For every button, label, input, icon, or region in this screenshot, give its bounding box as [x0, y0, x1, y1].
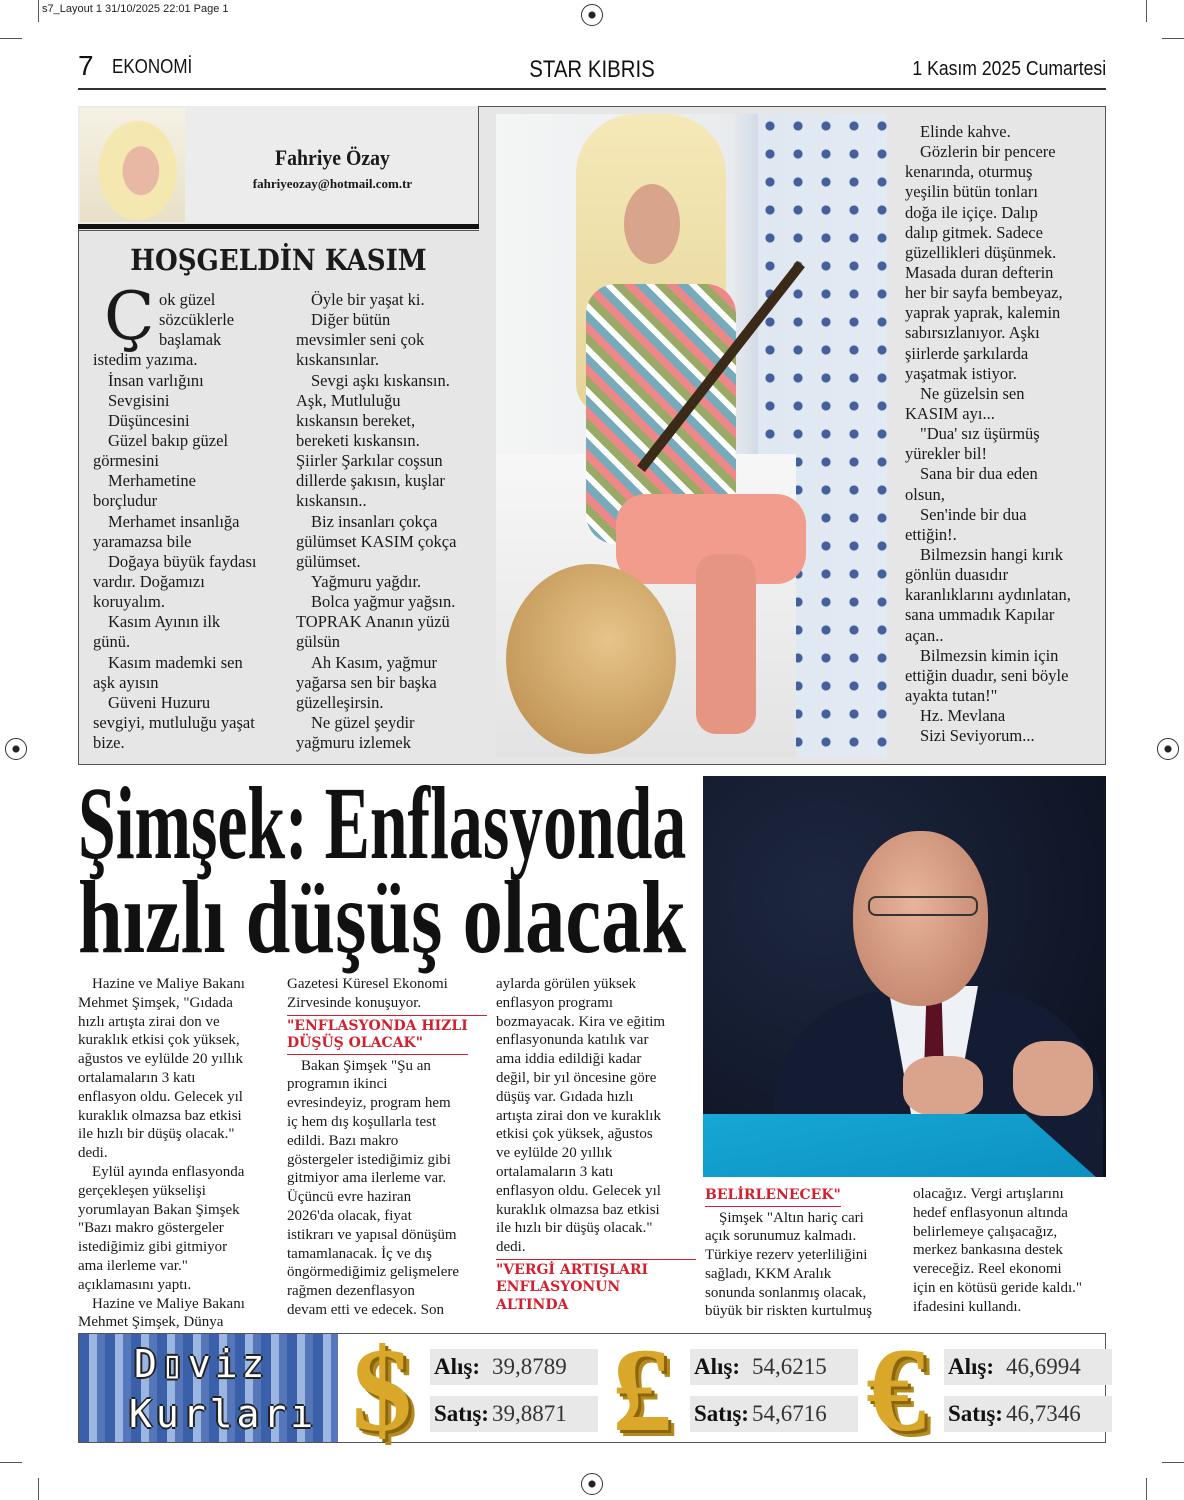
buy-value: 54,6215 [752, 1354, 827, 1379]
text-line: Şimşek "Altın hariç cari [719, 1209, 864, 1226]
text-line: Merhametine [108, 471, 196, 491]
registration-mark-icon [581, 4, 603, 26]
text-line: artışta zirai don ve kuraklık [496, 1107, 661, 1124]
text-line: bize. [93, 733, 125, 753]
newspaper-name: STAR KIBRIS [529, 56, 655, 83]
text-line: büyük bir riskten kurtulmuş [705, 1303, 873, 1320]
text-line: Hazine ve Maliye Bakanı [92, 976, 245, 992]
crop-mark [0, 1462, 22, 1463]
crop-mark [1146, 1478, 1147, 1500]
buy-rate-row [944, 1349, 1112, 1385]
text-line: olacağız. Vergi artışlarını [913, 1186, 1064, 1202]
text-line: ettiğin duadır, seni böyle [905, 665, 1069, 685]
text-line: güzelleşirsin. [296, 692, 384, 712]
text-line: ile hızlı bir düşüş olacak." [78, 1126, 235, 1143]
text-line: 2026'da olacak, fiyat [287, 1207, 412, 1224]
sell-label: Satış: [948, 1401, 1003, 1426]
text-line: tamamlanacak. İç ve dış [287, 1245, 432, 1262]
text-line: Şiirler Şarkılar coşsun [296, 451, 443, 471]
text-line: ile hızlı bir düşüş olacak." [496, 1220, 653, 1237]
text-line: kenarında, oturmuş [905, 162, 1033, 182]
currency-symbol-icon: $ [352, 1323, 412, 1456]
text-line: yağmuru izlemek [296, 733, 412, 753]
header-rule [78, 88, 1106, 90]
text-line: Sevgi aşkı kıskansın. [311, 370, 450, 390]
text-line: evresindeyiz, program hem [287, 1095, 451, 1112]
column-text-3 [905, 122, 1100, 746]
registration-mark-icon [5, 738, 27, 760]
text-line: ama ilerleme var." [78, 1257, 188, 1274]
text-line: Gazetesi Küresel Ekonomi [287, 976, 448, 992]
text-line: "Bazı makro göstergeler [78, 1220, 224, 1237]
text-line: aşk ayısın [93, 672, 159, 692]
text-line: yorumlayan Bakan Şimşek [78, 1201, 240, 1218]
text-line: Zirvesinde konuşuyor. [287, 994, 422, 1011]
text-line: yürekler bil! [905, 444, 988, 464]
figure-legs [696, 554, 756, 734]
subheading [705, 1186, 905, 1207]
text-line: gönlün duasıdır [905, 565, 1009, 585]
crop-mark [38, 1478, 39, 1500]
text-line: açık sorunumuz kalmadı. [705, 1228, 857, 1245]
text-line: dillerde şakısın, kuşlar [296, 471, 445, 491]
buy-rate-row [430, 1349, 598, 1385]
text-line: istedim yazıma. [93, 350, 198, 370]
buy-value: 46,6994 [1006, 1354, 1081, 1379]
text-line: iç hem dış koşullarla test [287, 1113, 437, 1130]
text-line: yeşilin bütün tonları [905, 182, 1038, 202]
text-line: yaşatmak istiyor. [905, 363, 1017, 383]
text-line: Öyle bir yaşat ki. [311, 290, 425, 309]
text-line: ağustos ve eylülde 20 yıllık [78, 1051, 243, 1068]
crop-mark [1162, 38, 1184, 39]
sell-rate-row [944, 1396, 1112, 1432]
text-line: vardır. Doğamızı [93, 572, 205, 591]
headline-line-1: Şimşek: Enflasyonda [78, 766, 687, 881]
text-line: ortalamaların 3 katı [496, 1163, 614, 1180]
text-line: Kasım Ayının ilk [108, 612, 221, 632]
text-line: ve eylülde 20 yıllık [496, 1145, 613, 1162]
text-line: karanlıklarını aydınlatan, [905, 585, 1071, 605]
text-line: ama iddia edildiği kadar [496, 1051, 642, 1068]
text-line: bozmayacak. Kira ve eğitim [496, 1013, 666, 1030]
print-slug: s7_Layout 1 31/10/2025 22:01 Page 1 [42, 3, 229, 15]
crop-mark [1146, 0, 1147, 22]
minister-photo [703, 776, 1106, 1177]
text-line: sözcüklerle [159, 310, 235, 330]
text-line: Üçüncü evre haziran [287, 1189, 412, 1206]
text-line: güzellikleri düşünmek. [905, 242, 1057, 262]
sell-value: 46,7346 [1006, 1401, 1081, 1426]
registration-mark-icon [581, 1473, 603, 1495]
article-column-3 [496, 975, 696, 1316]
text-line: açan.. [905, 625, 944, 645]
column-intro [93, 290, 283, 371]
sell-value: 39,8871 [492, 1401, 567, 1426]
text-line: dedi. [496, 1239, 526, 1256]
crop-mark [0, 38, 22, 39]
issue-date: 1 Kasım 2025 Cumartesi [912, 58, 1106, 80]
text-line: Sizi Seviyorum... [920, 726, 1035, 746]
text-line: kuraklık olmazsa baz etkisi [78, 1107, 242, 1124]
buy-value: 39,8789 [492, 1354, 567, 1379]
text-line: edildi. Bazı makro [287, 1132, 399, 1149]
text-line: kuraklık olmazsa baz etkisi [496, 1201, 660, 1218]
text-line: TOPRAK Ananın yüzü [296, 612, 450, 632]
crop-mark [38, 0, 39, 22]
author-email: fahriyeozay@hotmail.com.tr [252, 176, 413, 191]
sell-value: 54,6716 [752, 1401, 827, 1426]
text-line: sonunda sonlanmış olacak, [705, 1284, 867, 1301]
text-line: günü. [93, 632, 131, 652]
text-line: Biz insanları çokça [311, 511, 438, 531]
text-line: Bilmezsin kimin için [920, 645, 1059, 665]
text-line: istikrarı ve yapısal dönüşüm [287, 1226, 457, 1243]
subheading-text [705, 1187, 841, 1207]
text-line: gitmiyor ama ilerleme var. [287, 1170, 447, 1187]
buy-label: Alış: [694, 1354, 740, 1379]
text-line: kıskansınlar. [296, 350, 379, 370]
figure-face [624, 184, 680, 264]
subheading-line: ALTINDA [496, 1296, 569, 1313]
text-line: değil, bir yıl öncesine göre [496, 1069, 657, 1086]
text-line: Masada duran defterin [905, 262, 1054, 282]
text-line: düşüş var. Gıdada hızlı [496, 1088, 634, 1105]
subheading-text [287, 1018, 468, 1055]
text-line: Ah Kasım, yağmur [311, 652, 438, 672]
text-line: doğa ile içiçe. Dalıp [905, 202, 1038, 222]
text-line: Bakan Şimşek "Şu an [301, 1057, 431, 1074]
text-line: öngörmediğimiz gelişmelere [287, 1264, 460, 1281]
text-line: Ne güzel şeydir [311, 712, 415, 732]
text-line: başlamak [159, 330, 222, 350]
text-line: vereceğiz. Reel ekonomi [913, 1261, 1062, 1278]
subheading-line: "VERGİ ARTIŞLARI [496, 1261, 649, 1278]
sell-rate-row [430, 1396, 598, 1432]
text-line: kıskansın.. [296, 491, 367, 511]
text-line: ok güzel [159, 290, 216, 309]
buy-label: Alış: [948, 1354, 994, 1379]
text-line: sevgiyi, mutluluğu yaşat [93, 712, 255, 732]
text-line: enflasyon oldu. Gelecek yıl [496, 1182, 661, 1199]
subheading-line: "ENFLASYONDA HIZLI [287, 1017, 468, 1034]
text-line: hedef enflasyonun altında [913, 1204, 1068, 1221]
sell-rate-row [690, 1396, 858, 1432]
currency-logo [79, 1334, 338, 1442]
text-line: sağladı, KKM Aralık [705, 1265, 832, 1282]
text-line: Ne güzelsin sen [920, 383, 1025, 403]
text-line: Düşüncesini [108, 410, 190, 430]
text-line: Aşk, Mutluluğu [296, 390, 401, 410]
text-line: kuraklık etkisi çok yüksek, [78, 1032, 240, 1049]
text-line: gülümset KASIM çokça [296, 531, 457, 551]
text-line: aylarda görülen yüksek [496, 976, 636, 992]
column-text-2 [296, 290, 486, 753]
subheading-line: ENFLASYONUN [496, 1279, 621, 1296]
text-line: Elinde kahve. [920, 122, 1011, 141]
text-line: Sana bir dua eden [920, 464, 1038, 484]
text-line: Eylül ayında enflasyonda [92, 1163, 245, 1180]
text-line: ayakta tutan!" [905, 685, 998, 705]
text-line: "Dua' sız üşürmüş [920, 424, 1040, 444]
headline-line-2: hızlı düşüş olacak [78, 860, 687, 975]
text-line: borçludur [93, 491, 158, 511]
text-line: sana ummadık Kapılar [905, 605, 1055, 625]
buy-label: Alış: [434, 1354, 480, 1379]
article-column-5 [913, 1185, 1106, 1317]
subheading-line: BELİRLENECEK" [705, 1187, 841, 1203]
text-line: olsun, [905, 484, 945, 504]
text-line: kıskansın bereket, [296, 410, 416, 430]
text-line: koruyalım. [93, 592, 165, 612]
hand [903, 1056, 983, 1116]
text-line: yaprak yaprak, kalemin [905, 303, 1061, 323]
logo-line-2: Kurları [129, 1392, 318, 1436]
text-line: dalıp gitmek. Sadece [905, 222, 1043, 242]
text-line: Hazine ve Maliye Bakanı [92, 1295, 245, 1312]
page-number: 7 [78, 50, 94, 81]
article-column-2 [287, 975, 487, 1320]
sell-label: Satış: [434, 1401, 489, 1426]
text-line: rağmen dezenflasyon [287, 1283, 415, 1300]
text-line: devam etti ve edecek. Son [287, 1301, 445, 1318]
registration-mark-icon [1157, 738, 1179, 760]
text-line: ortalamaların 3 katı [78, 1069, 196, 1086]
text-line: Güzel bakıp güzel [108, 431, 229, 451]
subheading-line: DÜŞÜŞ OLACAK" [287, 1035, 424, 1052]
logo-line-1: D▯viz [134, 1342, 269, 1386]
text-line: Mehmet Şimşek, Dünya [78, 1314, 224, 1331]
text-line: için en kötüsü geride kaldı." [913, 1279, 1082, 1296]
text-line: Merhamet insanlığa [108, 511, 240, 531]
text-line: Sen'inde bir dua [920, 504, 1027, 524]
author-name: Fahriye Özay [275, 145, 390, 170]
face [853, 831, 988, 1006]
text-line: hızlı artışta zirai don ve [78, 1013, 220, 1030]
text-line: etkisi çok yüksek, ağustos [496, 1126, 653, 1143]
text-line: gerçekleşen yükselişi [78, 1182, 206, 1199]
saz-instrument [506, 564, 676, 754]
drop-cap: Ç [104, 278, 155, 355]
text-line: gülümset. [296, 551, 361, 571]
text-line: enflasyon oldu. Gelecek yıl [78, 1088, 243, 1105]
column-text-1 [93, 371, 288, 754]
text-line: istediğimiz gibi gitmiyor [78, 1239, 228, 1256]
text-line: açıklamasını yaptı. [78, 1276, 192, 1293]
subheading-text [496, 1262, 696, 1315]
divider [78, 224, 479, 229]
article-column-1 [78, 975, 278, 1332]
divider [78, 230, 479, 231]
text-line: Hz. Mevlana [920, 706, 1006, 726]
text-line: ifadesini kullandı. [913, 1298, 1022, 1315]
text-line: görmesini [93, 451, 159, 471]
text-line: enflasyon programı [496, 994, 614, 1011]
text-line: İnsan varlığını [108, 370, 204, 390]
subheading [496, 1259, 696, 1315]
text-line: belirlemeye çalışacağız, [913, 1223, 1058, 1240]
text-line: mevsimler seni çok [296, 330, 425, 350]
text-line: her bir sayfa bembeyaz, [905, 283, 1063, 303]
glasses [868, 896, 978, 916]
text-line: Diğer bütün [311, 310, 391, 330]
text-line: ettiğin!. [905, 524, 957, 544]
text-line: Bilmezsin hangi kırık [920, 544, 1063, 564]
author-photo [80, 108, 185, 222]
text-line: bereketi kıskansın. [296, 430, 420, 450]
sell-label: Satış: [694, 1401, 749, 1426]
text-line: merkez bankasına destek [913, 1242, 1063, 1259]
text-line: gülsün [296, 632, 341, 652]
text-line: yaramazsa bile [93, 531, 192, 551]
text-line: Güveni Huzuru [108, 692, 211, 712]
subheading [287, 1015, 487, 1055]
text-line: Kasım mademki sen [108, 652, 243, 672]
text-line: enflasyonunda katılık var [496, 1032, 649, 1049]
columnist-photo [496, 114, 887, 757]
article-column-4 [705, 1184, 905, 1321]
text-line: Bolca yağmur yağsın. [311, 592, 456, 612]
buy-rate-row [690, 1349, 858, 1385]
text-line: Gözlerin bir pencere [920, 142, 1056, 162]
text-line: yağarsa sen bir başka [296, 672, 437, 692]
section-name: EKONOMİ [112, 56, 193, 78]
text-line: sabırsızlanıyor. Aşkı [905, 323, 1040, 343]
currency-symbol-icon: € [866, 1323, 926, 1456]
text-line: Sevgisini [108, 390, 170, 410]
text-line: dedi. [78, 1145, 108, 1162]
text-line: programın ikinci [287, 1076, 388, 1093]
hand [1013, 1041, 1093, 1116]
crop-mark [1162, 1462, 1184, 1463]
text-line: Yağmuru yağdır. [311, 571, 422, 591]
column-title: HOŞGELDİN KASIM [130, 243, 427, 277]
text-line: şiirlerde şarkılarda [905, 343, 1029, 363]
text-line: Doğaya büyük faydası [108, 551, 257, 571]
text-line: Türkiye rezerv yeterliliğini [705, 1247, 868, 1264]
text-line: Mehmet Şimşek, "Gıdada [78, 994, 233, 1011]
text-line: göstergeler istediğimiz gibi [287, 1151, 451, 1168]
currency-symbol-icon: £ [612, 1323, 672, 1456]
text-line: KASIM ayı... [905, 403, 995, 423]
